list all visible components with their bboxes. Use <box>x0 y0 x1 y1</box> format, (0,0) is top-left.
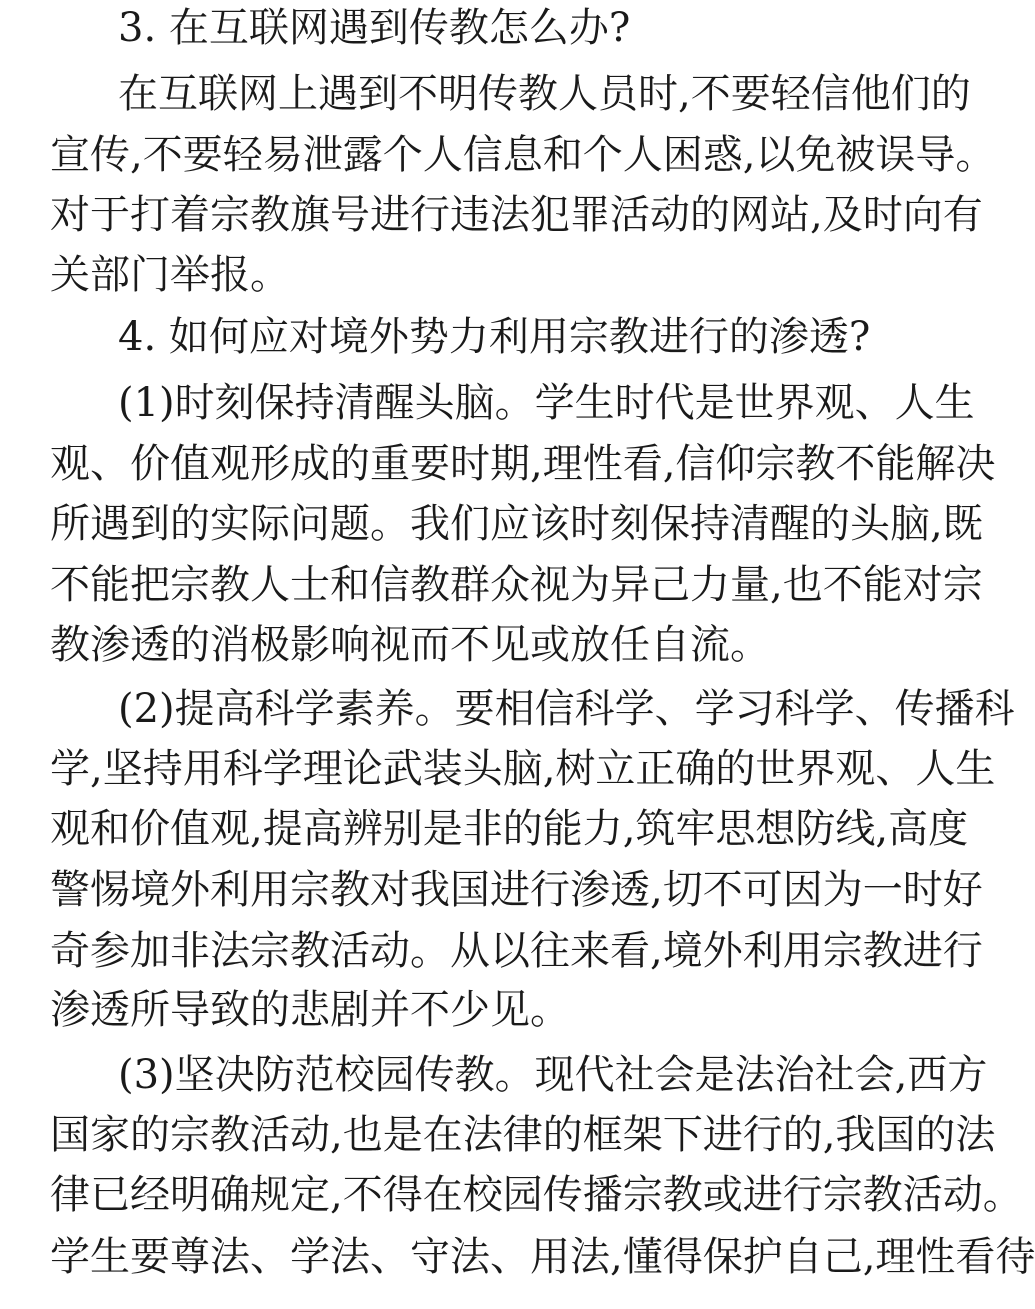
paragraph-line: 警惕境外利用宗教对我国进行渗透,切不可因为一时好 <box>50 867 983 913</box>
paragraph-line: 教渗透的消极影响视而不见或放任自流。 <box>50 622 770 668</box>
section-4-heading: 4. 如何应对境外势力利用宗教进行的渗透? <box>118 314 871 360</box>
paragraph-line: 对于打着宗教旗号进行违法犯罪活动的网站,及时向有 <box>50 192 983 238</box>
paragraph-line: 关部门举报。 <box>50 252 290 298</box>
paragraph-line: 学生要尊法、学法、守法、用法,懂得保护自己,理性看待 <box>50 1234 1035 1280</box>
paragraph-line: 在互联网上遇到不明传教人员时,不要轻信他们的 <box>118 71 971 117</box>
paragraph-line: 不能把宗教人士和信教群众视为异己力量,也不能对宗 <box>50 562 983 608</box>
paragraph-line: 律已经明确规定,不得在校园传播宗教或进行宗教活动。 <box>50 1172 1023 1218</box>
paragraph-line: 宣传,不要轻易泄露个人信息和个人困惑,以免被误导。 <box>50 132 996 178</box>
paragraph-line: 所遇到的实际问题。我们应该时刻保持清醒的头脑,既 <box>50 501 983 547</box>
paragraph-line: 观和价值观,提高辨别是非的能力,筑牢思想防线,高度 <box>50 806 969 852</box>
paragraph-line: (1)时刻保持清醒头脑。学生时代是世界观、人生 <box>118 380 975 426</box>
paragraph-line: (3)坚决防范校园传教。现代社会是法治社会,西方 <box>118 1052 988 1098</box>
paragraph-line: (2)提高科学素养。要相信科学、学习科学、传播科 <box>118 686 1015 732</box>
paragraph-line: 国家的宗教活动,也是在法律的框架下进行的,我国的法 <box>50 1112 996 1158</box>
paragraph-line: 渗透所导致的悲剧并不少见。 <box>50 987 570 1033</box>
section-3-heading: 3. 在互联网遇到传教怎么办? <box>118 5 631 51</box>
paragraph-line: 学,坚持用科学理论武装头脑,树立正确的世界观、人生 <box>50 746 996 792</box>
paragraph-line: 观、价值观形成的重要时期,理性看,信仰宗教不能解决 <box>50 441 996 487</box>
paragraph-line: 奇参加非法宗教活动。从以往来看,境外利用宗教进行 <box>50 928 983 974</box>
